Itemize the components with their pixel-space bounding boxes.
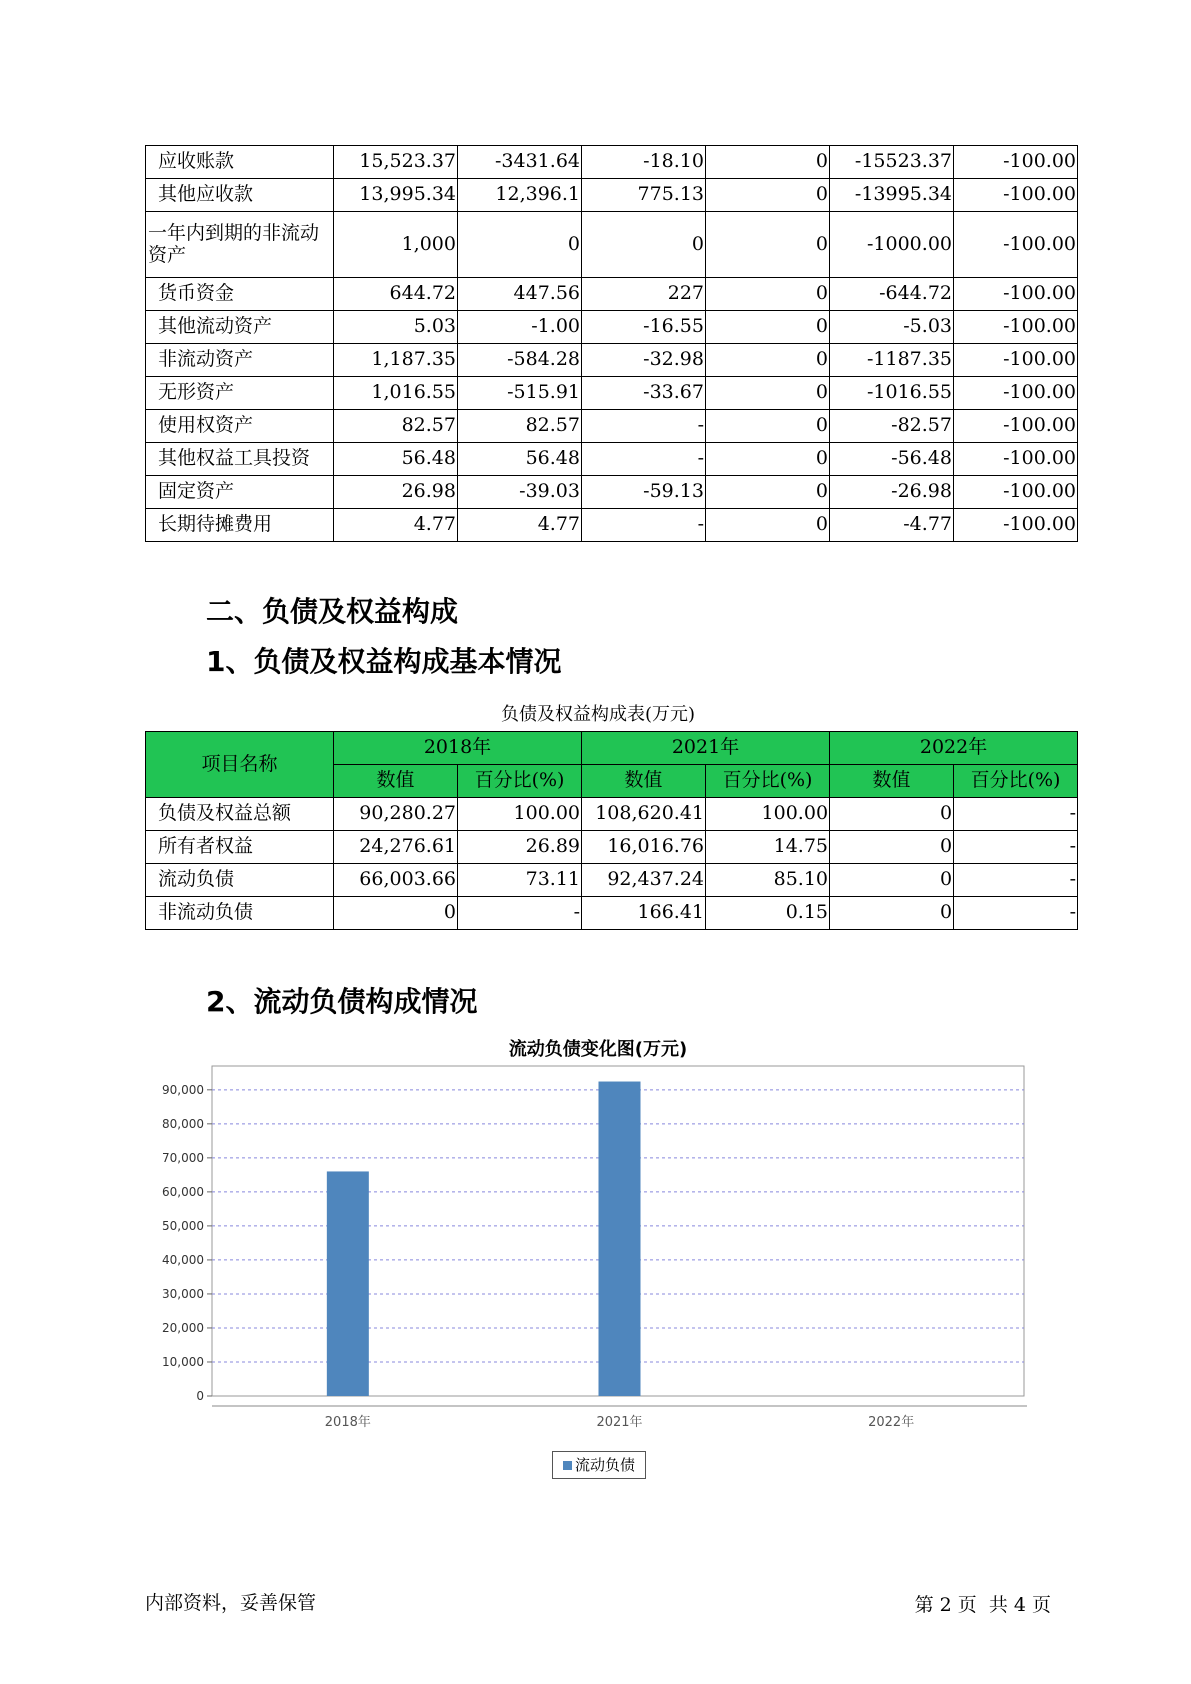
row-label: 负债及权益总额 (146, 798, 334, 831)
x-tick-label: 2021年 (596, 1415, 643, 1430)
table-cell: -3431.64 (458, 146, 582, 179)
header-row-years (146, 732, 1078, 765)
table-cell: 108,620.41 (582, 798, 706, 831)
table-cell: 0 (830, 897, 954, 930)
header-year: 2022年 (830, 732, 1078, 765)
table-cell: -1016.55 (830, 377, 954, 410)
table-row (146, 831, 1078, 864)
table-cell: 4.77 (458, 509, 582, 542)
table-cell: 0 (706, 311, 830, 344)
table-cell: 82.57 (458, 410, 582, 443)
x-tick-label: 2018年 (324, 1415, 371, 1430)
table-cell: - (954, 798, 1078, 831)
table-row (146, 344, 1078, 377)
table-cell: 0 (706, 212, 830, 278)
table-cell: 26.89 (458, 831, 582, 864)
footer-confidential: 内部资料，妥善保管 (145, 1592, 317, 1614)
table-cell: 92,437.24 (582, 864, 706, 897)
row-label: 使用权资产 (146, 410, 334, 443)
table-cell: 0 (706, 146, 830, 179)
header-year: 2018年 (334, 732, 582, 765)
header-value: 数值 (334, 765, 458, 798)
table-cell: 4.77 (334, 509, 458, 542)
table-cell: - (954, 897, 1078, 930)
asset-change-table (145, 145, 1078, 542)
legend-swatch (563, 1461, 572, 1470)
table-cell: 447.56 (458, 278, 582, 311)
table-cell: -4.77 (830, 509, 954, 542)
row-label: 其他权益工具投资 (146, 443, 334, 476)
header-item-name: 项目名称 (146, 732, 334, 798)
table-cell: 56.48 (334, 443, 458, 476)
table-cell: 82.57 (334, 410, 458, 443)
bar-0 (327, 1171, 369, 1396)
table-cell: 0.15 (706, 897, 830, 930)
table-cell: 15,523.37 (334, 146, 458, 179)
table-cell: -1000.00 (830, 212, 954, 278)
footer-page-number: 第 2 页 共 4 页 (914, 1594, 1051, 1616)
table-cell: 0 (334, 897, 458, 930)
table-cell: -644.72 (830, 278, 954, 311)
table-cell: -584.28 (458, 344, 582, 377)
table-row (146, 311, 1078, 344)
table-cell: 775.13 (582, 179, 706, 212)
table-cell: 644.72 (334, 278, 458, 311)
table-cell: -5.03 (830, 311, 954, 344)
table-cell: 5.03 (334, 311, 458, 344)
table-cell: 0 (706, 377, 830, 410)
table-cell: - (582, 509, 706, 542)
current-liabilities-bar-chart (140, 1065, 1040, 1455)
y-tick-label: 80,000 (162, 1116, 204, 1131)
bar-1 (599, 1082, 641, 1396)
table-cell: 0 (830, 798, 954, 831)
table-cell: 1,187.35 (334, 344, 458, 377)
table-row (146, 897, 1078, 930)
legend-label: 流动负债 (574, 1456, 635, 1474)
table-row (146, 864, 1078, 897)
table-cell: -13995.34 (830, 179, 954, 212)
row-label: 无形资产 (146, 377, 334, 410)
y-tick-label: 70,000 (162, 1150, 204, 1165)
table-cell: -100.00 (954, 311, 1078, 344)
chart-title: 流动负债变化图(万元) (508, 1039, 688, 1060)
row-label: 一年内到期的非流动资产 (146, 212, 334, 278)
section-heading: 二、负债及权益构成 (206, 595, 459, 628)
table-cell: -33.67 (582, 377, 706, 410)
header-year: 2021年 (582, 732, 830, 765)
table-cell: -515.91 (458, 377, 582, 410)
chart-legend (552, 1451, 646, 1479)
table-row (146, 509, 1078, 542)
table-cell: -59.13 (582, 476, 706, 509)
table-cell: 166.41 (582, 897, 706, 930)
row-label: 流动负债 (146, 864, 334, 897)
table-cell: - (954, 831, 1078, 864)
table-cell: 0 (706, 410, 830, 443)
y-tick-label: 40,000 (162, 1252, 204, 1267)
subsection-heading-2: 2、流动负债构成情况 (206, 985, 478, 1018)
header-percent: 百分比(%) (706, 765, 830, 798)
table-cell: 14.75 (706, 831, 830, 864)
header-percent: 百分比(%) (458, 765, 582, 798)
table-cell: 227 (582, 278, 706, 311)
row-label: 长期待摊费用 (146, 509, 334, 542)
table-row (146, 146, 1078, 179)
table-cell: 0 (706, 443, 830, 476)
table-cell: 85.10 (706, 864, 830, 897)
table-cell: 0 (830, 831, 954, 864)
table-cell: 0 (706, 344, 830, 377)
liability-equity-table (145, 731, 1078, 930)
table-cell: 26.98 (334, 476, 458, 509)
table-cell: 24,276.61 (334, 831, 458, 864)
table-cell: -39.03 (458, 476, 582, 509)
table-cell: 0 (706, 179, 830, 212)
y-tick-label: 0 (196, 1389, 204, 1403)
table-cell: 0 (458, 212, 582, 278)
table-cell: 0 (706, 476, 830, 509)
table-cell: 0 (830, 864, 954, 897)
table-cell: - (458, 897, 582, 930)
table-cell: 100.00 (458, 798, 582, 831)
row-label: 非流动资产 (146, 344, 334, 377)
table-cell: -15523.37 (830, 146, 954, 179)
table-cell: -1.00 (458, 311, 582, 344)
table-cell: -100.00 (954, 377, 1078, 410)
table-cell: 13,995.34 (334, 179, 458, 212)
row-label: 其他流动资产 (146, 311, 334, 344)
table-row (146, 278, 1078, 311)
table-cell: 73.11 (458, 864, 582, 897)
table-cell: -100.00 (954, 146, 1078, 179)
table-cell: -32.98 (582, 344, 706, 377)
table-cell: 0 (706, 509, 830, 542)
table-row (146, 179, 1078, 212)
table-cell: -100.00 (954, 476, 1078, 509)
table-cell: 0 (582, 212, 706, 278)
table-cell: -16.55 (582, 311, 706, 344)
y-tick-label: 30,000 (162, 1286, 204, 1301)
table-cell: -100.00 (954, 212, 1078, 278)
table-row (146, 212, 1078, 278)
table-cell: -100.00 (954, 179, 1078, 212)
table-cell: -18.10 (582, 146, 706, 179)
y-tick-label: 50,000 (162, 1218, 204, 1233)
table-caption: 负债及权益构成表(万元) (500, 704, 696, 725)
table-row (146, 476, 1078, 509)
table-cell: 66,003.66 (334, 864, 458, 897)
table-row (146, 798, 1078, 831)
row-label: 所有者权益 (146, 831, 334, 864)
table-cell: - (582, 443, 706, 476)
table-cell: -100.00 (954, 410, 1078, 443)
table-cell: 1,016.55 (334, 377, 458, 410)
y-tick-label: 60,000 (162, 1184, 204, 1199)
header-value: 数值 (830, 765, 954, 798)
table-cell: - (582, 410, 706, 443)
table-cell: 100.00 (706, 798, 830, 831)
table-cell: -100.00 (954, 443, 1078, 476)
row-label: 固定资产 (146, 476, 334, 509)
table-cell: -1187.35 (830, 344, 954, 377)
table-row (146, 377, 1078, 410)
table-cell: -100.00 (954, 344, 1078, 377)
row-label: 货币资金 (146, 278, 334, 311)
row-label: 应收账款 (146, 146, 334, 179)
y-tick-label: 20,000 (162, 1320, 204, 1335)
table-cell: -26.98 (830, 476, 954, 509)
table-cell: -100.00 (954, 509, 1078, 542)
table-row (146, 443, 1078, 476)
table-cell: 0 (706, 278, 830, 311)
table-cell: -100.00 (954, 278, 1078, 311)
header-percent: 百分比(%) (954, 765, 1078, 798)
table-cell: - (954, 864, 1078, 897)
y-tick-label: 90,000 (162, 1082, 204, 1097)
table-cell: 56.48 (458, 443, 582, 476)
row-label: 其他应收款 (146, 179, 334, 212)
row-label: 非流动负债 (146, 897, 334, 930)
table-row (146, 410, 1078, 443)
subsection-heading-1: 1、负债及权益构成基本情况 (206, 645, 562, 678)
table-cell: 12,396.1 (458, 179, 582, 212)
table-cell: 16,016.76 (582, 831, 706, 864)
x-tick-label: 2022年 (868, 1415, 915, 1430)
header-value: 数值 (582, 765, 706, 798)
table-cell: 1,000 (334, 212, 458, 278)
table-cell: -82.57 (830, 410, 954, 443)
y-tick-label: 10,000 (162, 1354, 204, 1369)
table-cell: -56.48 (830, 443, 954, 476)
table-cell: 90,280.27 (334, 798, 458, 831)
